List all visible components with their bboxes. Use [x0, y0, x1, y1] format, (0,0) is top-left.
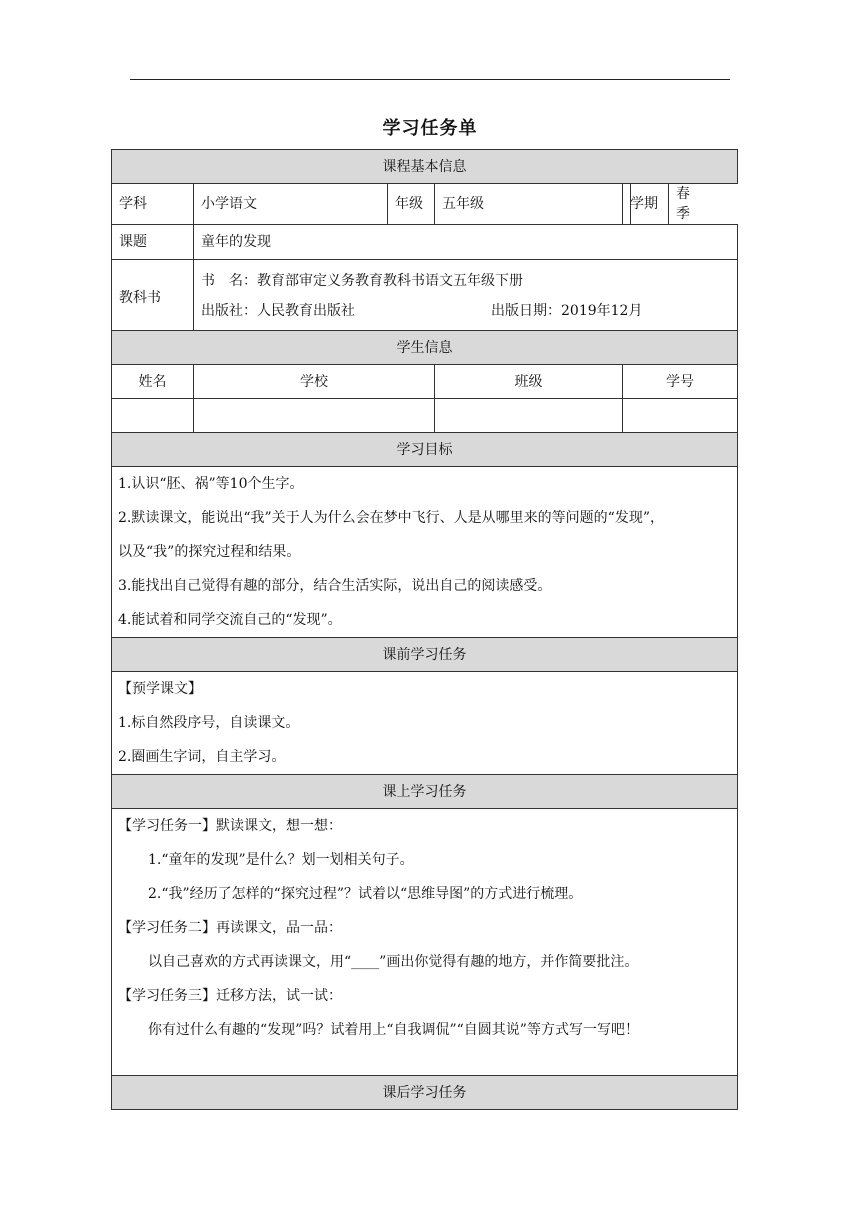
objective-item: 3.能找出自己觉得有趣的部分，结合生活实际，说出自己的阅读感受。 [118, 578, 552, 594]
term-cell [623, 184, 690, 225]
task2-title: 【学习任务二】再读课文，品一品： [118, 920, 342, 936]
section-row-objectives [112, 433, 738, 467]
grade-value: 五年级 [435, 184, 623, 225]
name-entry-cell[interactable] [112, 399, 194, 433]
book-name-line [201, 266, 730, 296]
task-sheet-table [111, 149, 738, 1110]
task3-text: 你有过什么有趣的“发现”吗？试着用上“自我调侃”“自圆其说”等方式写一写吧！ [148, 1022, 639, 1038]
pre-class-subheading: 【预学课文】 [118, 681, 202, 697]
column-header-name: 姓名 [112, 365, 194, 399]
section-header-student-info: 学生信息 [112, 331, 738, 365]
section-header-pre-class: 课前学习任务 [112, 638, 738, 672]
section-header-course-info: 课程基本信息 [112, 150, 738, 184]
objective-item: 4.能试着和同学交流自己的“发现”。 [118, 612, 342, 628]
task2-text: 以自己喜欢的方式再读课文，用“____”画出你觉得有趣的地方，并作简要批注。 [148, 954, 639, 970]
task3-title: 【学习任务三】迁移方法，试一试： [118, 988, 342, 1004]
document-title: 学习任务单 [382, 118, 478, 139]
section-row-in-class [112, 775, 738, 809]
student-id-entry-cell[interactable] [623, 399, 738, 433]
pre-class-row [112, 672, 738, 775]
objectives-content [112, 467, 738, 638]
book-name-value: 教育部审定义务教育教科书语文五年级下册 [257, 273, 523, 289]
header-rule [130, 79, 730, 80]
task1-item: 2.“我”经历了怎样的“探究过程”？试着以“思维导图”的方式进行梳理。 [148, 886, 583, 902]
textbook-label: 教科书 [112, 260, 194, 331]
topic-label: 课题 [112, 225, 194, 260]
column-header-student-id: 学号 [623, 365, 738, 399]
task1-title: 【学习任务一】默读课文，想一想： [118, 818, 342, 834]
objective-item: 以及“我”的探究过程和结果。 [118, 544, 301, 560]
section-row-course-info [112, 150, 738, 184]
subject-label: 学科 [112, 184, 194, 225]
pre-class-item: 2.圈画生字词，自主学习。 [118, 749, 286, 765]
publish-date-text: 出版日期：2019年12月 [491, 303, 643, 319]
subject-row [112, 184, 738, 225]
topic-row [112, 225, 738, 260]
class-entry-cell[interactable] [435, 399, 623, 433]
section-row-student-info [112, 331, 738, 365]
subject-value: 小学语文 [194, 184, 388, 225]
school-entry-cell[interactable] [194, 399, 435, 433]
textbook-row [112, 260, 738, 331]
section-row-after-class [112, 1076, 738, 1110]
section-header-after-class: 课后学习任务 [112, 1076, 738, 1110]
in-class-row [112, 809, 738, 1076]
student-header-row [112, 365, 738, 399]
objective-item: 1.认识“胚、祸”等10个生字。 [118, 476, 304, 492]
section-row-pre-class [112, 638, 738, 672]
term-inner: 学期 春季 [623, 184, 669, 224]
column-header-school: 学校 [194, 365, 435, 399]
objectives-row [112, 467, 738, 638]
section-header-in-class: 课上学习任务 [112, 775, 738, 809]
pre-class-item: 1.标自然段序号，自读课文。 [118, 715, 300, 731]
pre-class-content [112, 672, 738, 775]
section-header-objectives: 学习目标 [112, 433, 738, 467]
topic-value: 童年的发现 [194, 225, 738, 260]
task1-item: 1.“童年的发现”是什么？划一划相关句子。 [148, 852, 414, 868]
term-label: 学期 [623, 184, 669, 224]
book-name-label: 书 名： [201, 273, 257, 289]
objective-item: 2.默读课文，能说出“我”关于人为什么会在梦中飞行、人是从哪里来的等问题的“发现”， [118, 510, 664, 526]
student-entry-row [112, 399, 738, 433]
publisher-line [201, 296, 730, 326]
textbook-details [194, 260, 738, 331]
grade-label: 年级 [388, 184, 435, 225]
publisher-text: 出版社：人民教育出版社 [201, 303, 355, 319]
in-class-content [112, 809, 738, 1076]
column-header-class: 班级 [435, 365, 623, 399]
